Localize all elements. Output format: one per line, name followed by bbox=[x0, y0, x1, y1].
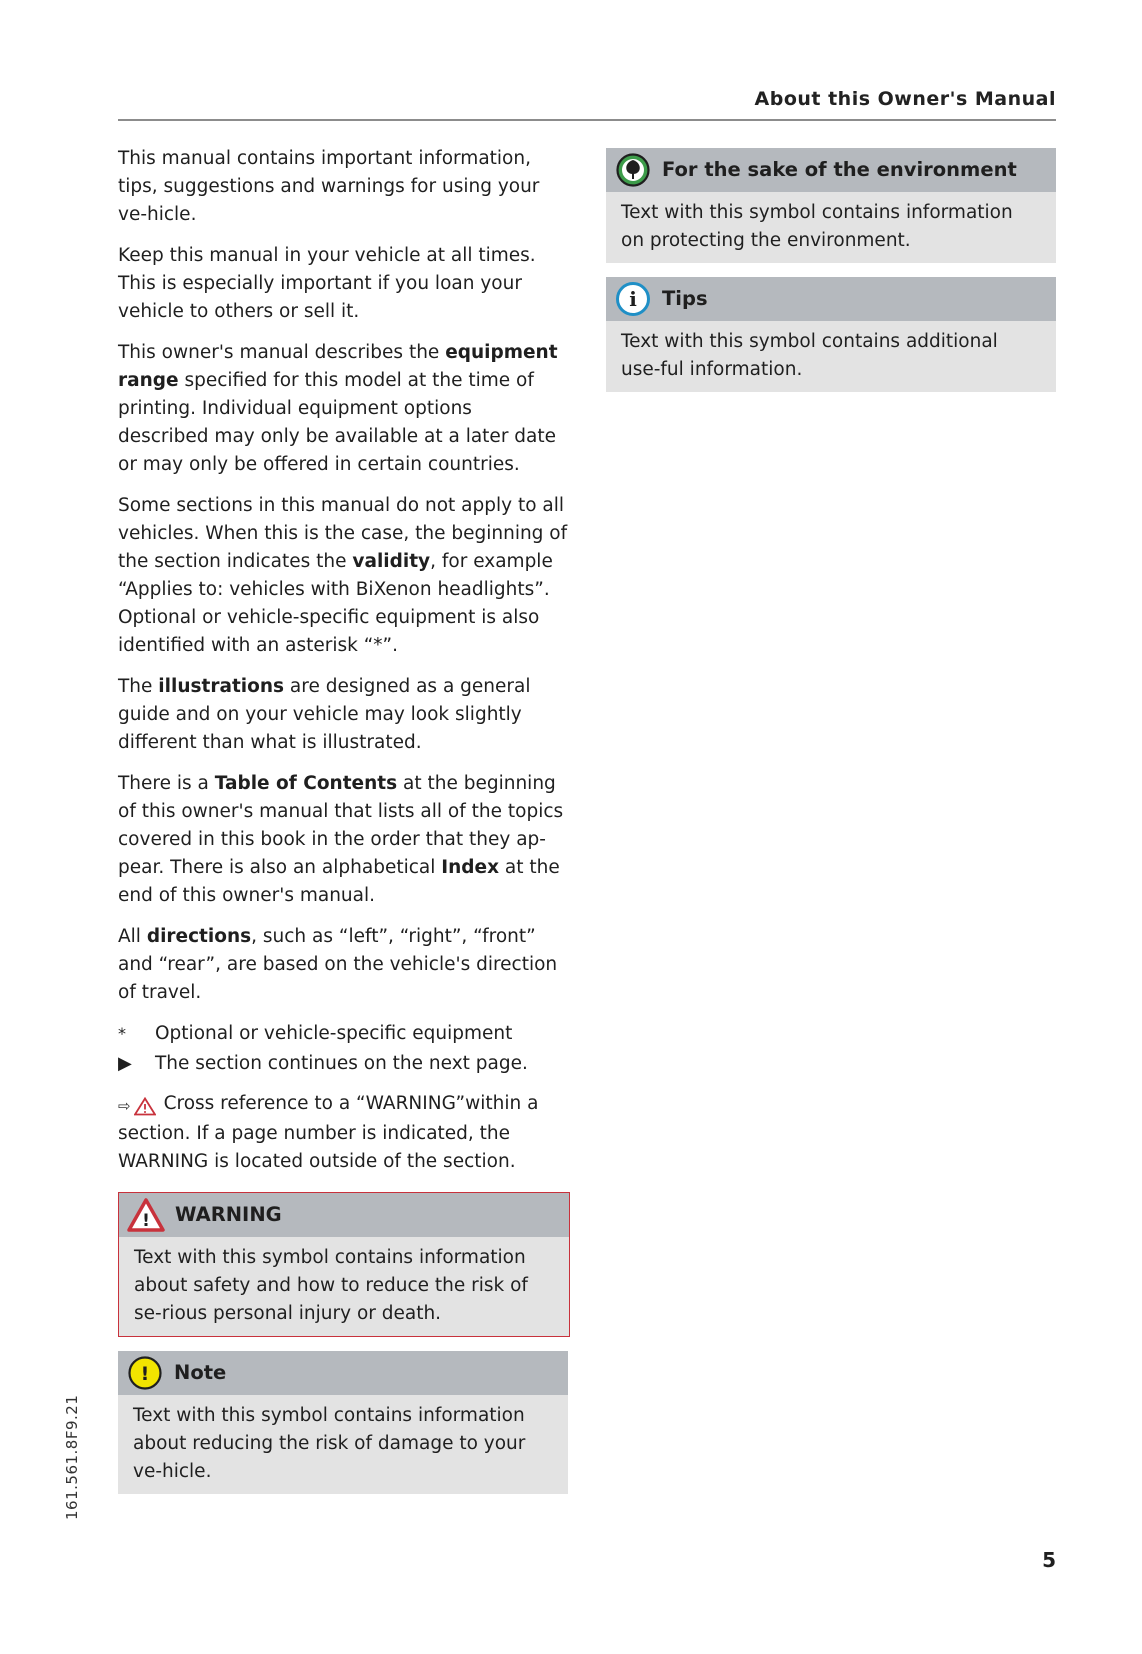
triangle-right-icon: ▶ bbox=[118, 1053, 132, 1074]
paragraph-keep-manual: Keep this manual in your vehicle at all times. This is especially important if you loan your vehicle to others or sell it. bbox=[118, 245, 536, 322]
bold-term: illustrations bbox=[158, 676, 285, 697]
text-segment: at the beginning of this owner's manual that lists all of the topics covered in this book in the order that they ap-pear. There is also an alphabetical bbox=[118, 773, 564, 878]
crossref-explanation bbox=[118, 1090, 568, 1176]
text-segment: The bbox=[118, 676, 159, 697]
right-column bbox=[606, 148, 1056, 406]
paragraph-illustrations bbox=[118, 673, 568, 757]
legend-item-asterisk bbox=[118, 1020, 568, 1048]
text-segment: are designed as a general guide and on your vehicle may look slightly different than what is illustrated. bbox=[118, 676, 531, 753]
environment-title: For the sake of the environment bbox=[662, 158, 1017, 181]
svg-text:!: ! bbox=[140, 1363, 150, 1385]
info-circle-icon bbox=[614, 280, 652, 318]
tips-text: Text with this symbol contains additional use-ful information. bbox=[621, 331, 998, 380]
text-segment: at the end of this owner's manual. bbox=[118, 857, 560, 906]
bold-term: directions bbox=[146, 926, 252, 947]
text-segment: , for example “Applies to: vehicles with BiXenon headlights”. Optional or vehicle-specific equipment is also identified with an asterisk “*”. bbox=[118, 551, 553, 656]
document-code: 161.561.8F9.21 bbox=[63, 1394, 81, 1520]
warning-icon bbox=[127, 1196, 165, 1234]
paragraph-table-of-contents bbox=[118, 770, 568, 910]
environment-box-header bbox=[606, 148, 1056, 192]
text-segment: Some sections in this manual do not apply to all vehicles. When this is the case, the beginning of the section indicates the bbox=[118, 495, 568, 572]
note-text: Text with this symbol contains information about reducing the risk of damage to your ve-hicle. bbox=[133, 1405, 526, 1482]
bold-term: equipment range bbox=[118, 342, 558, 391]
paragraph-intro: This manual contains important information, tips, suggestions and warnings for using your ve-hicle. bbox=[118, 148, 540, 225]
paragraph-equipment-range bbox=[118, 339, 568, 479]
tips-box-header bbox=[606, 277, 1056, 321]
left-column bbox=[118, 145, 568, 1494]
paragraph-directions bbox=[118, 923, 568, 1007]
svg-text:i: i bbox=[629, 287, 637, 311]
legend-text: The section continues on the next page. bbox=[155, 1053, 528, 1074]
legend-list bbox=[118, 1020, 568, 1078]
tips-box bbox=[606, 277, 1056, 392]
text-segment: This owner's manual describes the bbox=[118, 342, 446, 363]
page-number: 5 bbox=[1042, 1548, 1056, 1572]
note-box bbox=[118, 1351, 568, 1494]
page-header-title: About this Owner's Manual bbox=[754, 88, 1056, 110]
paragraph-validity bbox=[118, 492, 568, 660]
text-segment: All bbox=[118, 926, 147, 947]
bold-term: Index bbox=[441, 857, 500, 878]
warning-box-header bbox=[119, 1193, 569, 1237]
legend-text: Optional or vehicle-specific equipment bbox=[155, 1023, 513, 1044]
text-segment: , such as “left”, “right”, “front” and “rear”, are based on the vehicle's direction of travel. bbox=[118, 926, 558, 1003]
tips-title: Tips bbox=[662, 287, 708, 310]
header-rule bbox=[118, 119, 1056, 121]
note-title: Note bbox=[174, 1361, 227, 1384]
environment-box bbox=[606, 148, 1056, 263]
note-box-header bbox=[118, 1351, 568, 1395]
legend-item-continues bbox=[118, 1050, 568, 1078]
warning-title: WARNING bbox=[175, 1203, 282, 1226]
crossref-symbols bbox=[118, 1092, 156, 1120]
bold-term: validity bbox=[352, 551, 431, 572]
bold-term: Table of Contents bbox=[214, 773, 398, 794]
environment-text: Text with this symbol contains information on protecting the environment. bbox=[621, 202, 1013, 251]
warning-box bbox=[118, 1192, 570, 1337]
asterisk-icon: * bbox=[118, 1024, 126, 1043]
exclamation-circle-icon bbox=[126, 1354, 164, 1392]
svg-text:!: ! bbox=[142, 1211, 150, 1231]
warning-triangle-icon bbox=[134, 1097, 156, 1116]
tree-leaf-icon bbox=[614, 151, 652, 189]
text-segment: There is a bbox=[118, 773, 215, 794]
arrow-right-icon: ⇨ bbox=[118, 1097, 131, 1115]
text-segment: specified for this model at the time of printing. Individual equipment options described may only be available at a later date or may only be offered in certain countries. bbox=[118, 370, 557, 475]
warning-text: Text with this symbol contains information about safety and how to reduce the risk of se-rious personal injury or death. bbox=[134, 1247, 528, 1324]
crossref-text: Cross reference to a “WARNING”within a section. If a page number is indicated, the WARNING is located outside of the section. bbox=[118, 1093, 539, 1172]
